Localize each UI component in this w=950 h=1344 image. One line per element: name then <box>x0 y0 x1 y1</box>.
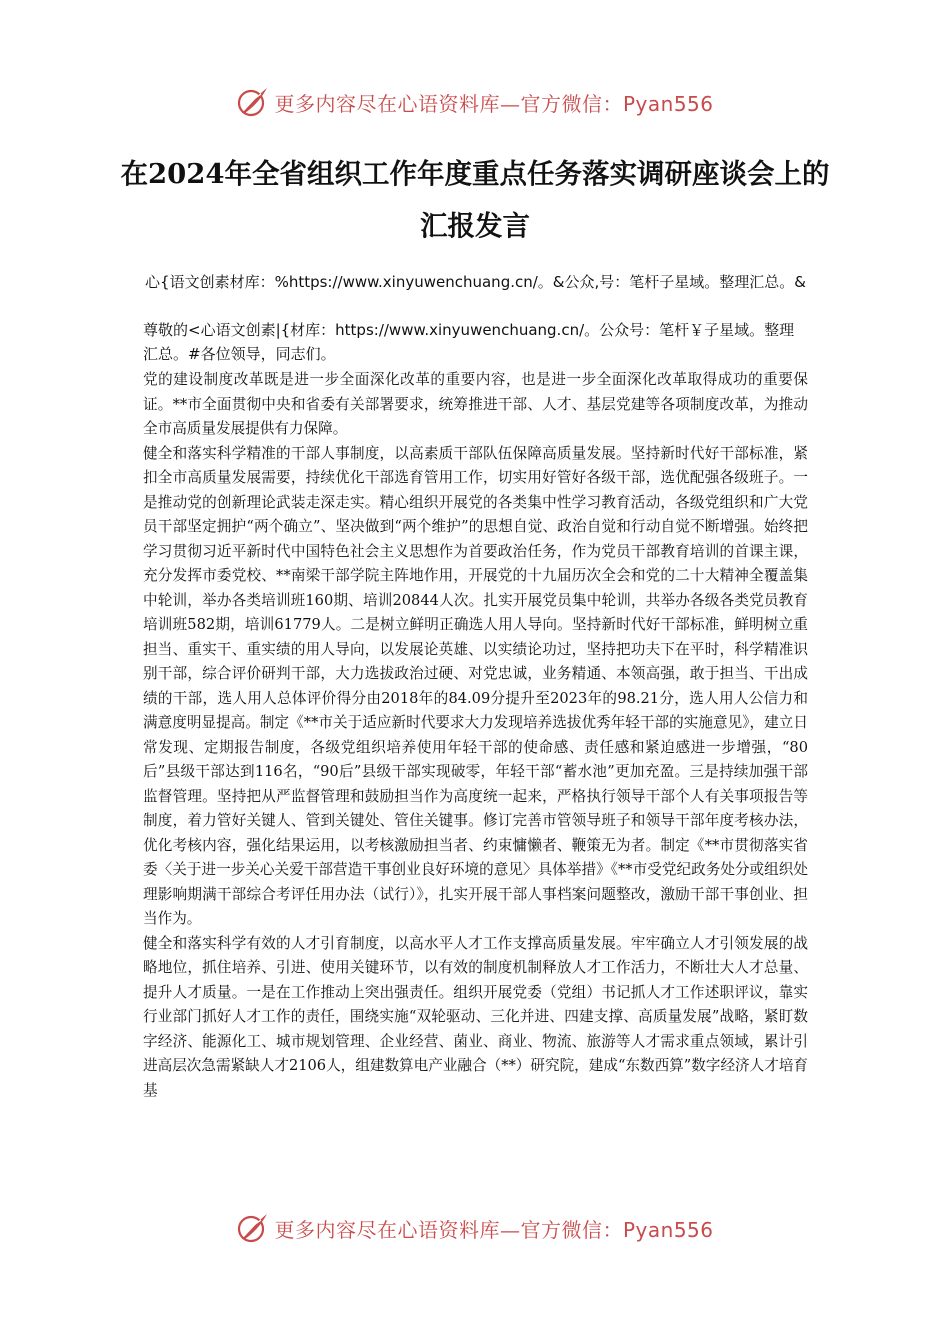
header-banner-text: 更多内容尽在心语资料库—官方微信：Pyan556 <box>274 91 714 116</box>
body-text <box>143 368 808 1103</box>
paragraph: 党的建设制度改革既是进一步全面深化改革的重要内容，也是进一步全面深化改革取得成功的重要保证。**市全面贯彻中央和省委有关部署要求，统筹推进干部、人才、基层党建等各项制度改革，为推动全市高质量发展提供有力保障。 <box>143 371 808 437</box>
document-title: 在2024年全省组织工作年度重点任务落实调研座谈会上的汇报发言 <box>120 158 830 242</box>
salutation: 尊敬的<心语文创素|{材库：https://www.xinyuwenchuang.cn/。公众号：笔杆￥子星域。整理汇总。#各位领导，同志们。 <box>143 321 795 363</box>
paragraph: 健全和落实科学精准的干部人事制度，以高素质干部队伍保障高质量发展。坚持新时代好干部标准，紧扣全市高质量发展需要，持续优化干部选育管用工作，切实用好管好各级干部，选优配强各级班子。一是推动党的创新理论武装走深走实。精心组织开展党的各类集中性学习教育活动，各级党组织和广大党员干部坚定拥护“两个确立”、坚决做到“两个维护”的思想自觉、政治自觉和行动自觉不断增强。始终把学习贯彻习近平新时代中国特色社会主义思想作为首要政治任务，作为党员干部教育培训的首课主课，充分发挥市委党校、**南梁干部学院主阵地作用，开展党的十九届历次全会和党的二十大精神全覆盖集中轮训，举办各类培训班160期、培训20844人次。扎实开展党员集中轮训，共举办各级各类党员教育培训班582期，培训61779人。二是树立鲜明正确选人用人导向。坚持新时代好干部标准，鲜明树立重担当、重实干、重实绩的用人导向，以发展论英雄、以实绩论功过，坚持把功夫下在平时，科学精准识别干部，综合评价研判干部，大力选拔政治过硬、对党忠诚，业务精通、本领高强，敢于担当、干出成绩的干部，选人用人总体评价得分由2018年的84.09分提升至2023年的98.21分，选人用人公信力和满意度明显提高。制定《**市关于适应新时代要求大力发现培养选拔优秀年轻干部的实施意见》，建立日常发现、定期报告制度，各级党组织培养使用年轻干部的使命感、责任感和紧迫感进一步增强，“80后”县级干部达到116名，“90后”县级干部实现破零，年轻干部“蓄水池”更加充盈。三是持续加强干部监督管理。坚持把从严监督管理和鼓励担当作为高度统一起来，严格执行领导干部个人有关事项报告等制度，着力管好关键人、管到关键处、管住关键事。修订完善市管领导班子和领导干部年度考核办法，优化考核内容，强化结果运用，以考核激励担当者、约束慵懒者、鞭策无为者。制定《**市贯彻落实省委〈关于进一步关心关爱干部营造干事创业良好环境的意见〉具体举措》《**市受党纪政务处分或组织处理影响期满干部综合考评任用办法（试行）》，扎实开展干部人事档案问题整改，激励干部干事创业、担当作为。 <box>143 444 808 927</box>
footer-banner-text: 更多内容尽在心语资料库—官方微信：Pyan556 <box>274 1217 714 1242</box>
source-note: 心{语文创素材库：%https://www.xinyuwenchuang.cn/。&公众,号：笔杆子星域。整理汇总。& <box>145 273 806 291</box>
paragraph: 健全和落实科学有效的人才引育制度，以高水平人才工作支撑高质量发展。牢牢确立人才引领发展的战略地位，抓住培养、引进、使用关键环节，以有效的制度机制释放人才工作活力，不断壮大人才总量、提升人才质量。一是在工作推动上突出强责任。组织开展党委（党组）书记抓人才工作述职评议，靠实行业部门抓好人才工作的责任，围绕实施“双轮驱动、三化并进、四建支撑、高质量发展”战略，紧盯数字经济、能源化工、城市规划管理、企业经营、菌业、商业、物流、旅游等人才需求重点领域，累计引进高层次急需紧缺人才2106人，组建数算电产业融合（**）研究院，建成“东数西算”数字经济人才培育基 <box>143 934 809 1099</box>
header-banner <box>0 82 950 122</box>
quill-logo-icon <box>236 85 270 119</box>
quill-logo-icon <box>236 1211 270 1245</box>
footer-banner <box>0 1208 950 1248</box>
